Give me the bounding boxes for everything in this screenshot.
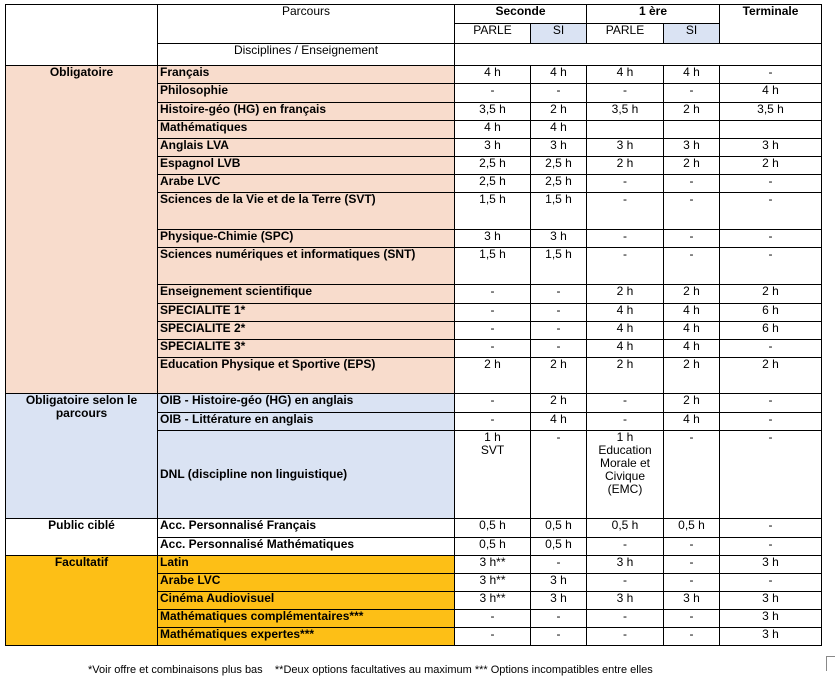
hours-cell: 2 h	[531, 358, 587, 394]
hours-cell: 2,5 h	[455, 175, 531, 193]
footnote: *Voir offre et combinaisons plus bas **Deux options facultatives au maximum *** Options incompatibles entre elles	[88, 664, 653, 676]
hours-cell: 4 h	[531, 413, 587, 431]
hours-cell: -	[587, 175, 664, 193]
group-public-cible: Public ciblé	[6, 519, 158, 556]
hours-cell: -	[664, 230, 720, 248]
hours-cell: -	[664, 610, 720, 628]
subject-cell: Arabe LVC	[158, 175, 455, 193]
hours-cell: -	[455, 394, 531, 413]
seconde-si-header: SI	[531, 24, 587, 44]
hours-cell: 4 h	[587, 66, 664, 84]
hours-cell: -	[720, 413, 822, 431]
hours-cell: -	[587, 248, 664, 285]
hours-cell	[587, 121, 664, 139]
hours-cell: 3 h	[664, 139, 720, 157]
hours-cell: 1 h SVT	[455, 431, 531, 519]
hours-cell: -	[587, 610, 664, 628]
subject-cell: Enseignement scientifique	[158, 285, 455, 304]
hours-cell: 4 h	[664, 304, 720, 322]
hours-cell: 2 h	[531, 103, 587, 121]
subject-cell: OIB - Littérature en anglais	[158, 413, 455, 431]
hours-cell: 3 h	[720, 556, 822, 574]
disciplines-header: Disciplines / Enseignement	[158, 44, 455, 66]
subject-cell: Acc. Personnalisé Français	[158, 519, 455, 538]
hours-cell: 1 h Education Morale et Civique (EMC)	[587, 431, 664, 519]
hours-cell: 2 h	[664, 358, 720, 394]
hours-cell: -	[720, 230, 822, 248]
hours-cell: 2 h	[720, 285, 822, 304]
hours-cell: 0,5 h	[587, 519, 664, 538]
hours-cell: 3,5 h	[720, 103, 822, 121]
subject-cell: SPECIALITE 1*	[158, 304, 455, 322]
hours-cell: 3 h	[720, 628, 822, 646]
hours-cell: 3 h	[720, 139, 822, 157]
hours-cell: 2 h	[587, 358, 664, 394]
hours-cell: 6 h	[720, 304, 822, 322]
group-obligatoire-parcours: Obligatoire selon le parcours	[6, 394, 158, 519]
group-facultatif: Facultatif	[6, 556, 158, 646]
subject-cell: Education Physique et Sportive (EPS)	[158, 358, 455, 394]
hours-cell: -	[720, 248, 822, 285]
hours-cell: -	[531, 322, 587, 340]
hours-cell: 4 h	[664, 340, 720, 358]
hours-cell: -	[531, 340, 587, 358]
hours-cell: 2 h	[587, 157, 664, 175]
hours-cell: 1,5 h	[455, 248, 531, 285]
hours-cell	[664, 121, 720, 139]
hours-cell: 2,5 h	[531, 157, 587, 175]
hours-cell: 2 h	[455, 358, 531, 394]
hours-cell: 3 h**	[455, 556, 531, 574]
subject-cell: Anglais LVA	[158, 139, 455, 157]
hours-cell: -	[587, 413, 664, 431]
hours-cell: -	[664, 431, 720, 519]
hours-cell: 2 h	[720, 358, 822, 394]
hours-cell: 3,5 h	[587, 103, 664, 121]
hours-cell: 4 h	[664, 413, 720, 431]
hours-cell: 2 h	[664, 394, 720, 413]
subject-cell: Français	[158, 66, 455, 84]
hours-cell: 0,5 h	[455, 538, 531, 556]
premiere-parle-header: PARLE	[587, 24, 664, 44]
subject-cell: Sciences numériques et informatiques (SNT)	[158, 248, 455, 285]
hours-cell: -	[587, 628, 664, 646]
terminale-header: Terminale	[720, 5, 822, 44]
hours-cell: -	[664, 556, 720, 574]
parcours-header: Parcours	[158, 5, 455, 44]
hours-cell: -	[720, 538, 822, 556]
hours-cell: 2 h	[664, 157, 720, 175]
table-row	[6, 394, 822, 413]
hours-cell: 0,5 h	[531, 519, 587, 538]
hours-cell: 3 h**	[455, 574, 531, 592]
hours-cell: 3 h	[720, 592, 822, 610]
hours-cell: 2 h	[720, 157, 822, 175]
hours-cell	[720, 121, 822, 139]
hours-cell: -	[664, 574, 720, 592]
hours-cell: 3 h	[587, 592, 664, 610]
seconde-parle-header: PARLE	[455, 24, 531, 44]
hours-cell: 0,5 h	[455, 519, 531, 538]
hours-cell: 4 h	[531, 121, 587, 139]
subject-cell: Mathématiques complémentaires***	[158, 610, 455, 628]
hours-cell: -	[587, 193, 664, 230]
hours-cell: -	[531, 431, 587, 519]
hours-cell: 3 h	[531, 574, 587, 592]
hours-cell: -	[664, 193, 720, 230]
subject-cell: Acc. Personnalisé Mathématiques	[158, 538, 455, 556]
hours-cell: 3 h**	[455, 592, 531, 610]
subject-cell: Histoire-géo (HG) en français	[158, 103, 455, 121]
table-row	[6, 519, 822, 538]
subject-cell: SPECIALITE 3*	[158, 340, 455, 358]
hours-cell: 3 h	[587, 556, 664, 574]
subject-cell: Mathématiques	[158, 121, 455, 139]
hours-cell: -	[664, 84, 720, 103]
hours-cell: -	[587, 574, 664, 592]
hours-cell: 3 h	[531, 230, 587, 248]
hours-cell: -	[455, 413, 531, 431]
empty-corner	[6, 5, 158, 66]
hours-cell: -	[720, 175, 822, 193]
hours-cell: 1,5 h	[531, 248, 587, 285]
table-row	[6, 66, 822, 84]
seconde-header: Seconde	[455, 5, 587, 24]
hours-cell: -	[587, 84, 664, 103]
hours-cell: 4 h	[587, 304, 664, 322]
header-filler	[455, 44, 822, 66]
hours-cell: 4 h	[455, 66, 531, 84]
hours-cell: 3 h	[664, 592, 720, 610]
hours-cell: -	[587, 230, 664, 248]
hours-cell: 3 h	[720, 610, 822, 628]
hours-cell: 2,5 h	[455, 157, 531, 175]
hours-cell: -	[720, 394, 822, 413]
hours-cell: -	[664, 628, 720, 646]
hours-cell: 3 h	[455, 230, 531, 248]
hours-cell: 2 h	[664, 103, 720, 121]
corner-mark	[826, 656, 835, 671]
hours-cell: -	[455, 610, 531, 628]
hours-cell: 4 h	[455, 121, 531, 139]
hours-cell: -	[720, 66, 822, 84]
hours-cell: 2 h	[664, 285, 720, 304]
hours-cell: 2,5 h	[531, 175, 587, 193]
hours-cell: -	[455, 84, 531, 103]
hours-cell: -	[531, 610, 587, 628]
hours-cell: -	[720, 519, 822, 538]
hours-cell: -	[531, 556, 587, 574]
subject-cell: Mathématiques expertes***	[158, 628, 455, 646]
hours-cell: 3 h	[531, 592, 587, 610]
hours-cell: -	[720, 193, 822, 230]
schedule-table	[5, 4, 822, 646]
hours-cell: 3 h	[455, 139, 531, 157]
hours-cell: 1,5 h	[455, 193, 531, 230]
hours-cell: -	[531, 285, 587, 304]
hours-cell: -	[531, 84, 587, 103]
subject-cell: Sciences de la Vie et de la Terre (SVT)	[158, 193, 455, 230]
hours-cell: -	[455, 340, 531, 358]
hours-cell: 2 h	[587, 285, 664, 304]
hours-cell: -	[664, 175, 720, 193]
hours-cell: -	[455, 304, 531, 322]
hours-cell: 3 h	[587, 139, 664, 157]
table-row	[6, 556, 822, 574]
subject-cell: Espagnol LVB	[158, 157, 455, 175]
subject-cell: DNL (discipline non linguistique)	[158, 431, 455, 519]
group-obligatoire: Obligatoire	[6, 66, 158, 394]
hours-cell: 4 h	[664, 66, 720, 84]
hours-cell: 1,5 h	[531, 193, 587, 230]
subject-cell: Cinéma Audiovisuel	[158, 592, 455, 610]
hours-cell: -	[720, 431, 822, 519]
hours-cell: -	[455, 285, 531, 304]
subject-cell: Arabe LVC	[158, 574, 455, 592]
hours-cell: -	[664, 538, 720, 556]
hours-cell: 6 h	[720, 322, 822, 340]
hours-cell: 4 h	[664, 322, 720, 340]
subject-cell: Philosophie	[158, 84, 455, 103]
subject-cell: Physique-Chimie (SPC)	[158, 230, 455, 248]
hours-cell: 3,5 h	[455, 103, 531, 121]
hours-cell: 0,5 h	[531, 538, 587, 556]
subject-cell: Latin	[158, 556, 455, 574]
hours-cell: 4 h	[587, 340, 664, 358]
hours-cell: 4 h	[720, 84, 822, 103]
hours-cell: -	[455, 322, 531, 340]
hours-cell: -	[455, 628, 531, 646]
hours-cell: -	[720, 340, 822, 358]
subject-cell: SPECIALITE 2*	[158, 322, 455, 340]
hours-cell: -	[531, 628, 587, 646]
hours-cell: -	[720, 574, 822, 592]
hours-cell: -	[587, 394, 664, 413]
hours-cell: -	[587, 538, 664, 556]
hours-cell: -	[664, 248, 720, 285]
hours-cell: 0,5 h	[664, 519, 720, 538]
hours-cell: 4 h	[587, 322, 664, 340]
premiere-header: 1 ère	[587, 5, 720, 24]
hours-cell: 3 h	[531, 139, 587, 157]
hours-cell: -	[531, 304, 587, 322]
hours-cell: 2 h	[531, 394, 587, 413]
premiere-si-header: SI	[664, 24, 720, 44]
hours-cell: 4 h	[531, 66, 587, 84]
subject-cell: OIB - Histoire-géo (HG) en anglais	[158, 394, 455, 413]
